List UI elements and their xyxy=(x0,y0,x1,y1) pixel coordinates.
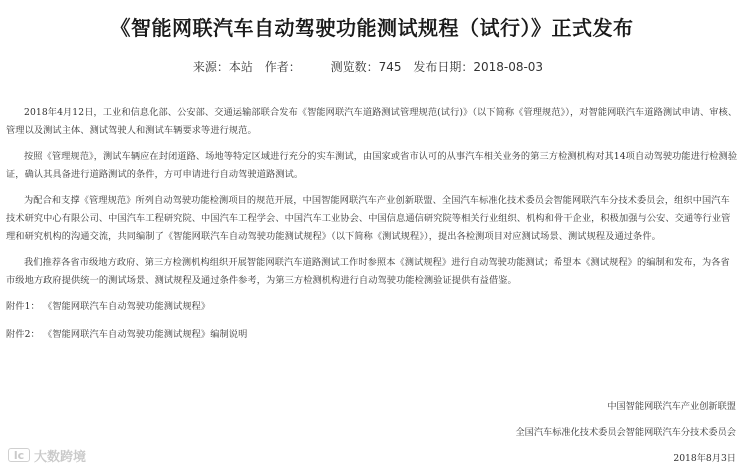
attachment-2 xyxy=(6,326,738,344)
meta-date: 发布日期：2018-08-03 xyxy=(413,60,544,74)
paragraph-4: 我们推荐各省市级地方政府、第三方检测机构组织开展智能网联汽车道路测试工作时参照本《测试规程》进行自动驾驶功能测试；希望本《测试规程》的编制和发布，为各省市级地方政府提供统一的测试场景、测试规程及通过条件参考，为第三方检测机构进行自动驾驶功能检测验证提供有益借鉴。 xyxy=(6,257,730,286)
watermark-text: 大数跨境 xyxy=(34,449,87,465)
page-title: 《智能网联汽车自动驾驶功能测试规程（试行）》正式发布 xyxy=(110,16,634,40)
signature-org-2: 全国汽车标准化技术委员会智能网联汽车分技术委员会 xyxy=(515,427,736,438)
meta-views: 测览数：745 xyxy=(330,60,402,74)
meta-source: 来源：本站 xyxy=(192,60,253,74)
watermark-logo-icon: lc xyxy=(8,448,30,462)
attachment-2-label: 附件2： xyxy=(6,329,40,340)
article-body xyxy=(6,104,738,354)
paragraph-3: 为配合和支撑《管理规范》所列自动驾驶功能检测项目的规范开展，中国智能网联汽车产业创新联盟、全国汽车标准化技术委员会智能网联汽车分技术委员会，组织中国汽车技术研究中心有限公司、中国汽车工程研究院、中国汽车工程学会、中国汽车工业协会、中国信息通信研究院等相关行业组织、机构和骨干企业，积极加强与公安、交通等行业管理和研究机构的沟通交流，共同编制了《智能网联汽车自动驾驶功能测试规程》（以下简称《测试规程》），提出各检测项目对应测试场景、测试规程及通过条件。 xyxy=(6,195,731,242)
signature-org-1: 中国智能网联汽车产业创新联盟 xyxy=(607,401,736,412)
article-meta xyxy=(0,58,744,75)
watermark xyxy=(8,446,86,464)
attachment-1-link[interactable]: 《智能网联汽车自动驾驶功能测试规程》 xyxy=(43,301,211,312)
signature-date: 2018年8月3日 xyxy=(673,453,736,464)
attachment-2-link[interactable]: 《智能网联汽车自动驾驶功能测试规程》编制说明 xyxy=(43,329,248,340)
attachment-1-label: 附件1： xyxy=(6,301,40,312)
paragraph-2: 按照《管理规范》，测试车辆应在封闭道路、场地等特定区域进行充分的实车测试，由国家或省市认可的从事汽车相关业务的第三方检测机构对其14项自动驾驶功能进行检测验证，确认其具备进行道路测试的条件，方可申请进行自动驾驶道路测试。 xyxy=(6,151,738,180)
paragraph-1: 2018年4月12日，工业和信息化部、公安部、交通运输部联合发布《智能网联汽车道路测试管理规范(试行)》（以下简称《管理规范》），对智能网联汽车道路测试申请、审核、管理以及测试主体、测试驾驶人和测试车辆要求等进行规范。 xyxy=(6,107,738,136)
meta-author: 作者： xyxy=(264,60,301,74)
attachment-1 xyxy=(6,298,738,316)
